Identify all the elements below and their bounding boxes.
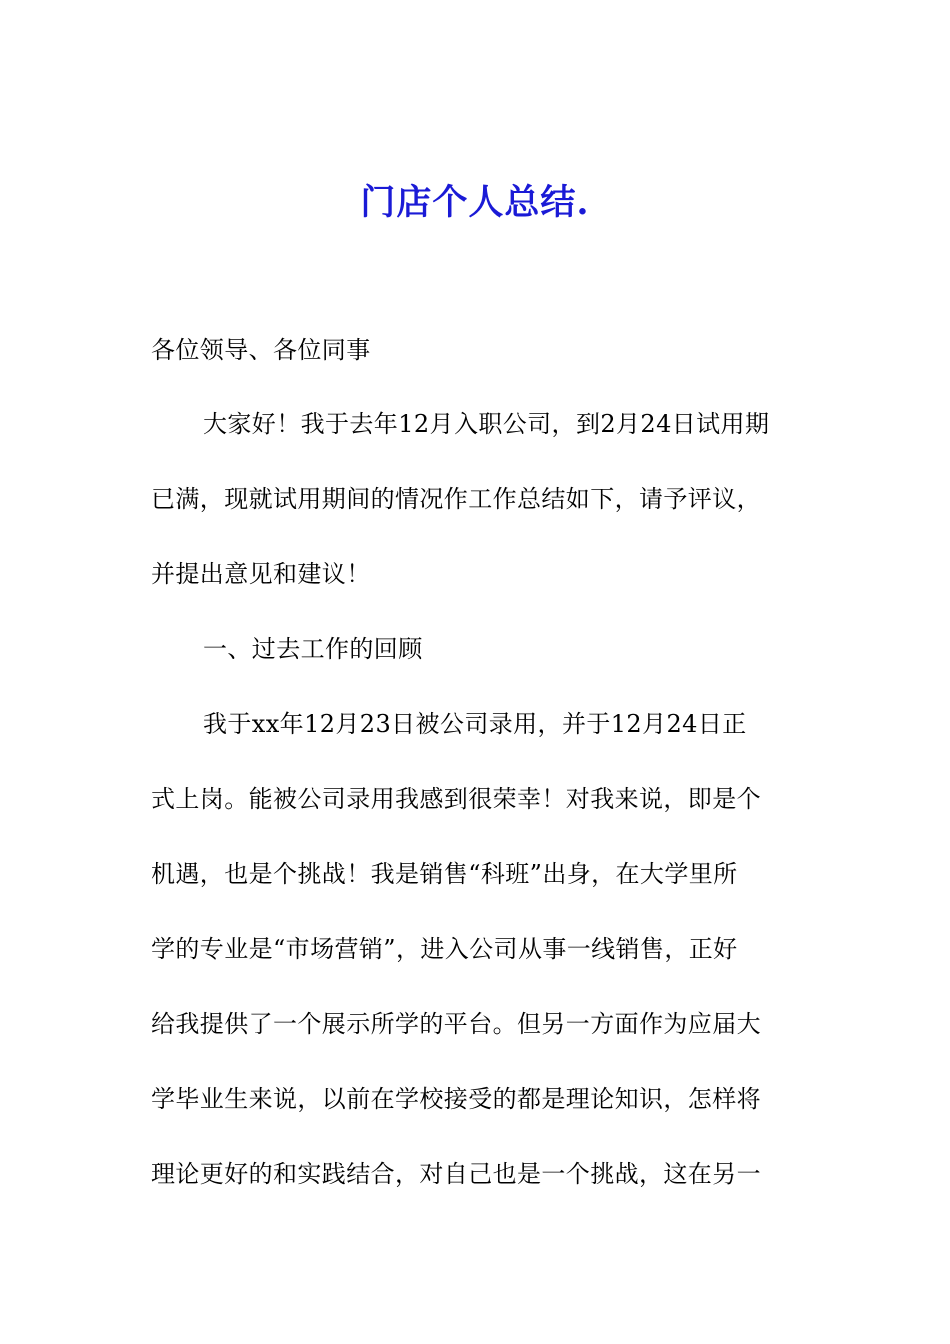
salutation-line: 各位领导、各位同事 (151, 336, 371, 364)
body-line: 大家好！我于去年12月入职公司，到2月24日试用期 (203, 410, 770, 438)
body-line: 给我提供了一个展示所学的平台。但另一方面作为应届大 (151, 1010, 761, 1038)
body-line: 学的专业是“市场营销”，进入公司从事一线销售，正好 (151, 935, 738, 963)
body-line: 学毕业生来说，以前在学校接受的都是理论知识，怎样将 (151, 1085, 761, 1113)
body-line: 并提出意见和建议！ (151, 560, 371, 588)
document-title: 门店个人总结. (360, 182, 590, 223)
body-line: 已满，现就试用期间的情况作工作总结如下，请予评议， (151, 485, 761, 513)
body-line: 我于xx年12月23日被公司录用，并于12月24日正 (203, 710, 747, 738)
body-line: 式上岗。能被公司录用我感到很荣幸！对我来说，即是个 (151, 785, 761, 813)
section-heading: 一、过去工作的回顾 (203, 635, 423, 663)
body-line: 机遇，也是个挑战！我是销售“科班”出身，在大学里所 (151, 860, 738, 888)
body-line: 理论更好的和实践结合，对自己也是一个挑战，这在另一 (151, 1160, 761, 1188)
